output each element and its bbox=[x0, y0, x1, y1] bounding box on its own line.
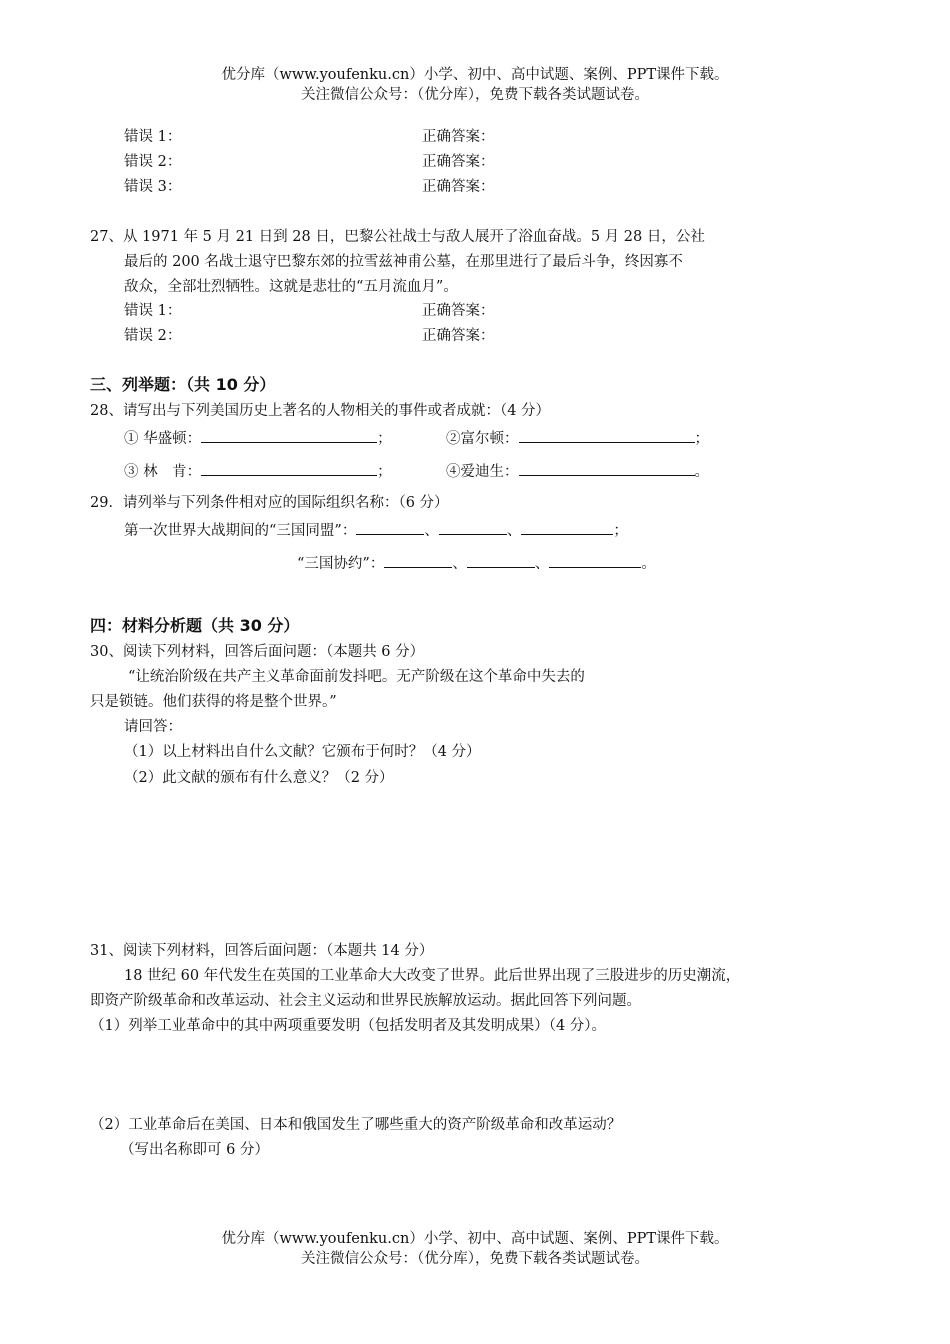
q28-row-1: ① 华盛顿： ； bbox=[124, 428, 392, 448]
q28-item-fulton: ②富尔顿： bbox=[446, 431, 519, 447]
q31-sub-2: （2）工业革命后在美国、日本和俄国发生了哪些重大的资产阶级革命和改革运动？ bbox=[90, 1117, 622, 1133]
q31-sub-2-note: （写出名称即可 6 分） bbox=[120, 1142, 269, 1158]
q31-para-1: 18 世纪 60 年代发生在英国的工业革命大大改变了世界。此后世界出现了三股进步的历史潮流， bbox=[124, 968, 741, 984]
q28-item-edison: ④爱迪生： bbox=[446, 464, 519, 480]
section-3-title: 三、列举题：（共 10 分） bbox=[90, 375, 276, 394]
q28-row-1b: ②富尔顿： ； bbox=[446, 428, 709, 448]
q27-answer-1: 正确答案： bbox=[422, 303, 495, 319]
q26-error-1: 错误 1： bbox=[124, 129, 182, 145]
q27-error-2: 错误 2： bbox=[124, 328, 182, 344]
q26-error-2: 错误 2： bbox=[124, 154, 182, 170]
q27-error-1: 错误 1： bbox=[124, 303, 182, 319]
answer-blank[interactable] bbox=[519, 428, 695, 443]
q30-stem: 30、阅读下列材料，回答后面问题：（本题共 6 分） bbox=[90, 644, 425, 660]
q28-item-lincoln: ③ 林 肯： bbox=[124, 464, 202, 480]
answer-blank[interactable] bbox=[519, 461, 695, 476]
q30-sub-1: （1）以上材料出自什么文献？它颁布于何时？（4 分） bbox=[124, 744, 481, 760]
q26-answer-2: 正确答案： bbox=[422, 154, 495, 170]
footer-line-2: 关注微信公众号：（优分库），免费下载各类试题试卷。 bbox=[301, 1251, 649, 1267]
q30-quote-line-1: “让统治阶级在共产主义革命面前发抖吧。无产阶级在这个革命中失去的 bbox=[128, 669, 585, 685]
q27-line-1: 27、从 1971 年 5 月 21 日到 28 日，巴黎公社战士与敌人展开了浴血奋战。5 月 28 日，公社 bbox=[90, 229, 705, 245]
answer-blank[interactable] bbox=[439, 520, 507, 535]
q28-row-2: ③ 林 肯： ； bbox=[124, 461, 392, 481]
footer-line-1: 优分库（www.youfenku.cn）小学、初中、高中试题、案例、PPT课件下载。 bbox=[221, 1231, 729, 1247]
header-line-2: 关注微信公众号：（优分库），免费下载各类试题试卷。 bbox=[301, 87, 649, 103]
section-4-title: 四：材料分析题（共 30 分） bbox=[90, 616, 300, 635]
q30-quote-line-2: 只是锁链。他们获得的将是整个世界。” bbox=[90, 694, 337, 710]
q30-sub-2: （2）此文献的颁布有什么意义？（2 分） bbox=[124, 770, 394, 786]
q26-error-3: 错误 3： bbox=[124, 179, 182, 195]
answer-blank[interactable] bbox=[356, 520, 424, 535]
answer-blank[interactable] bbox=[201, 461, 377, 476]
q28-stem: 28、请写出与下列美国历史上著名的人物相关的事件或者成就：（4 分） bbox=[90, 403, 551, 419]
q26-answer-1: 正确答案： bbox=[422, 129, 495, 145]
q29-stem: 29．请列举与下列条件相对应的国际组织名称：（6 分） bbox=[90, 495, 449, 511]
q29-row-entente: “三国协约”： 、 、 。 bbox=[297, 553, 656, 573]
q31-sub-1: （1）列举工业革命中的其中两项重要发明（包括发明者及其发明成果）（4 分）。 bbox=[90, 1018, 607, 1034]
q27-line-2: 最后的 200 名战士退守巴黎东郊的拉雪兹神甫公墓，在那里进行了最后斗争，终因寡不 bbox=[124, 254, 683, 270]
answer-blank[interactable] bbox=[521, 520, 613, 535]
q30-ask: 请回答： bbox=[124, 719, 182, 735]
answer-blank[interactable] bbox=[384, 553, 452, 568]
q31-stem: 31、阅读下列材料，回答后面问题：（本题共 14 分） bbox=[90, 943, 434, 959]
q26-answer-3: 正确答案： bbox=[422, 179, 495, 195]
answer-blank[interactable] bbox=[549, 553, 641, 568]
header-line-1: 优分库（www.youfenku.cn）小学、初中、高中试题、案例、PPT课件下载。 bbox=[221, 67, 729, 83]
q28-row-2b: ④爱迪生： 。 bbox=[446, 461, 709, 481]
answer-blank[interactable] bbox=[467, 553, 535, 568]
q27-answer-2: 正确答案： bbox=[422, 328, 495, 344]
q31-para-2: 即资产阶级革命和改革运动、社会主义运动和世界民族解放运动。据此回答下列问题。 bbox=[90, 993, 641, 1009]
q28-item-washington: ① 华盛顿： bbox=[124, 431, 202, 447]
answer-blank[interactable] bbox=[201, 428, 377, 443]
q29-row-alliance: 第一次世界大战期间的“三国同盟”： 、 、 ； bbox=[124, 520, 628, 540]
q27-line-3: 敌众，全部壮烈牺牲。这就是悲壮的“五月流血月”。 bbox=[124, 279, 458, 295]
